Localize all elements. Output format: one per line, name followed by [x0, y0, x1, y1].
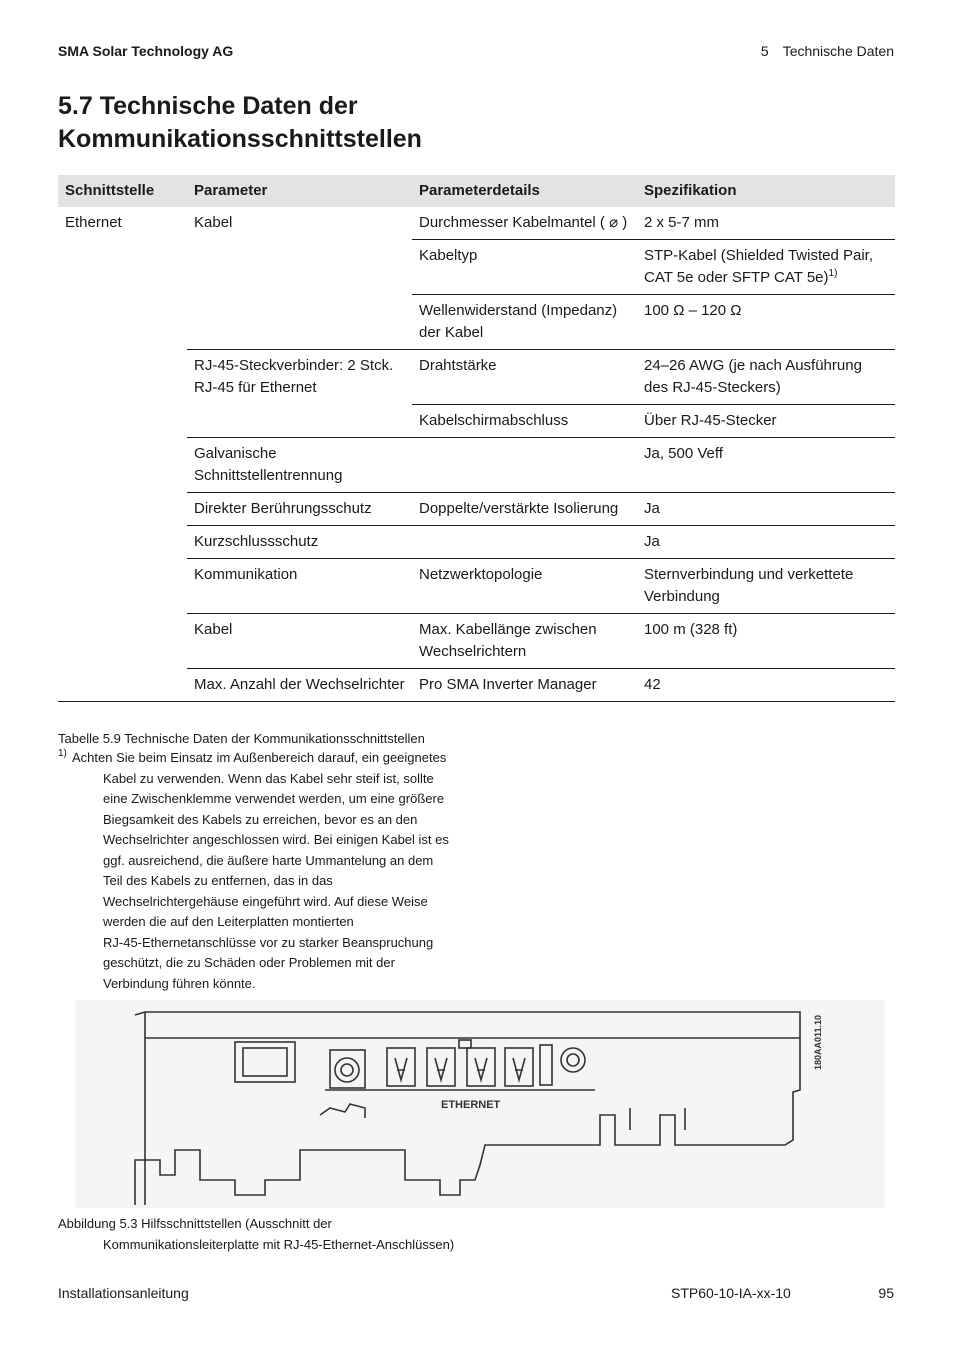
footnote-line: Verbindung führen könnte. [103, 975, 256, 991]
cell-param: Direkter Berührungsschutz [187, 493, 412, 526]
cell-spec: 2 x 5-7 mm [644, 214, 720, 231]
cell-detail: Max. Kabellänge zwischen Wechselrichtern [412, 614, 637, 669]
cell-detail: Pro SMA Inverter Manager [412, 669, 637, 702]
cell-interface: Ethernet [58, 207, 187, 702]
section-title [58, 90, 658, 156]
cell-spec: Ja, 500 Veff [637, 438, 895, 493]
cell-spec: Ja [637, 493, 895, 526]
col-header-spec: Spezifikation [637, 175, 895, 207]
header-company: SMA Solar Technology AG [58, 43, 234, 59]
table-caption: Tabelle 5.9 Technische Daten der Kommunikationsschnittstellen [58, 731, 425, 746]
footnote-body [58, 769, 468, 995]
cell-spec: 42 [637, 669, 895, 702]
col-header-details: Parameterdetails [412, 175, 637, 207]
figure-caption-line2: Kommunikationsleiterplatte mit RJ-45-Ethernet-Anschlüssen) [103, 1237, 455, 1252]
header-chapter-number: 5 [760, 43, 769, 59]
cell-spec [637, 240, 895, 295]
footnote-line: Biegsamkeit des Kabels zu erreichen, bevor es an den [103, 811, 418, 827]
cell-detail: Wellenwiderstand (Impedanz) der Kabel [412, 295, 637, 350]
figure-caption-line1: Abbildung 5.3 Hilfsschnittstellen (Ausschnitt der [58, 1216, 332, 1231]
cell-param: Kurzschlussschutz [187, 526, 412, 559]
footnote-line: Teil des Kabels zu entfernen, das in das [103, 873, 333, 888]
footnote-line: ggf. ausreichend, die äußere harte Ummantelung an dem [103, 852, 434, 868]
circuit-board-drawing [75, 1000, 885, 1208]
cell-detail [412, 438, 637, 493]
footnote-line: RJ-45-Ethernetanschlüsse vor zu starker Beanspruchung [103, 934, 434, 950]
cell-param: Galvanische Schnittstellentrennung [187, 438, 412, 493]
footnote [58, 748, 468, 994]
figure-caption [58, 1213, 558, 1255]
footer-page-number: 95 [878, 1285, 894, 1301]
section-title-line1: 5.7 Technische Daten der [58, 92, 358, 120]
table-row [58, 207, 895, 240]
figure-code: 180AA011.10 [813, 1014, 823, 1070]
circuit-board-figure [75, 1000, 885, 1208]
cell-detail: Kabeltyp [412, 240, 637, 295]
cell-spec: 100 m (328 ft) [637, 614, 895, 669]
footnote-ref: 1) [828, 268, 838, 279]
footnote-line: Kabel zu verwenden. Wenn das Kabel sehr steif ist, sollte [103, 770, 434, 786]
cell-spec: Über RJ-45-Stecker [637, 405, 895, 438]
cell-param: Kabel [187, 614, 412, 669]
cell-param: Kabel [194, 214, 233, 231]
cell-spec-text: STP-Kabel (Shielded Twisted Pair, CAT 5e oder SFTP CAT 5e) [644, 247, 874, 286]
footnote-line: werden die auf den Leiterplatten montierten [103, 914, 354, 929]
section-title-line2: Kommunikationsschnittstellen [58, 125, 422, 153]
cell-detail: Kabelschirmabschluss [412, 405, 637, 438]
footer-doc-id: STP60-10-IA-xx-10 [671, 1285, 791, 1301]
cell-detail: Netzwerktopologie [412, 559, 637, 614]
footnote-line: eine Zwischenklemme verwendet werden, um eine größere [103, 791, 445, 806]
cell-detail: Drahtstärke [412, 350, 637, 405]
footnote-line: Wechselrichtergehäuse eingeführt wird. Auf diese Weise [103, 893, 428, 909]
cell-spec: Ja [637, 526, 895, 559]
footnote-line: Wechselrichter angeschlossen wird. Bei einigen Kabel ist es [103, 832, 449, 847]
footnote-mark: 1) [58, 748, 67, 759]
table-header-row [58, 175, 895, 207]
cell-param: Kommunikation [187, 559, 412, 614]
spec-table [58, 175, 895, 702]
footnote-first-line: Achten Sie beim Einsatz im Außenbereich darauf, ein geeignetes [72, 750, 447, 765]
cell-param: RJ-45-Steckverbinder: 2 Stck. RJ-45 für Ethernet [187, 350, 412, 438]
cell-spec: Sternverbindung und verkettete Verbindung [637, 559, 895, 614]
header-chapter [761, 43, 894, 59]
figure-ethernet-label: ETHERNET [441, 1099, 501, 1111]
footer-doc-type: Installationsanleitung [58, 1285, 189, 1301]
cell-detail: Doppelte/verstärkte Isolierung [412, 493, 637, 526]
footnote-line: geschützt, die zu Schäden oder Problemen mit der [103, 955, 395, 970]
cell-spec: 100 Ω – 120 Ω [637, 295, 895, 350]
col-header-parameter: Parameter [187, 175, 412, 207]
cell-detail [412, 526, 637, 559]
cell-detail: Durchmesser Kabelmantel ( ⌀ ) [419, 214, 628, 231]
header-chapter-title: Technische Daten [782, 43, 894, 59]
cell-param: Max. Anzahl der Wechselrichter [187, 669, 412, 702]
col-header-interface: Schnittstelle [58, 175, 187, 207]
cell-spec: 24–26 AWG (je nach Ausführung des RJ-45-Steckers) [637, 350, 895, 405]
